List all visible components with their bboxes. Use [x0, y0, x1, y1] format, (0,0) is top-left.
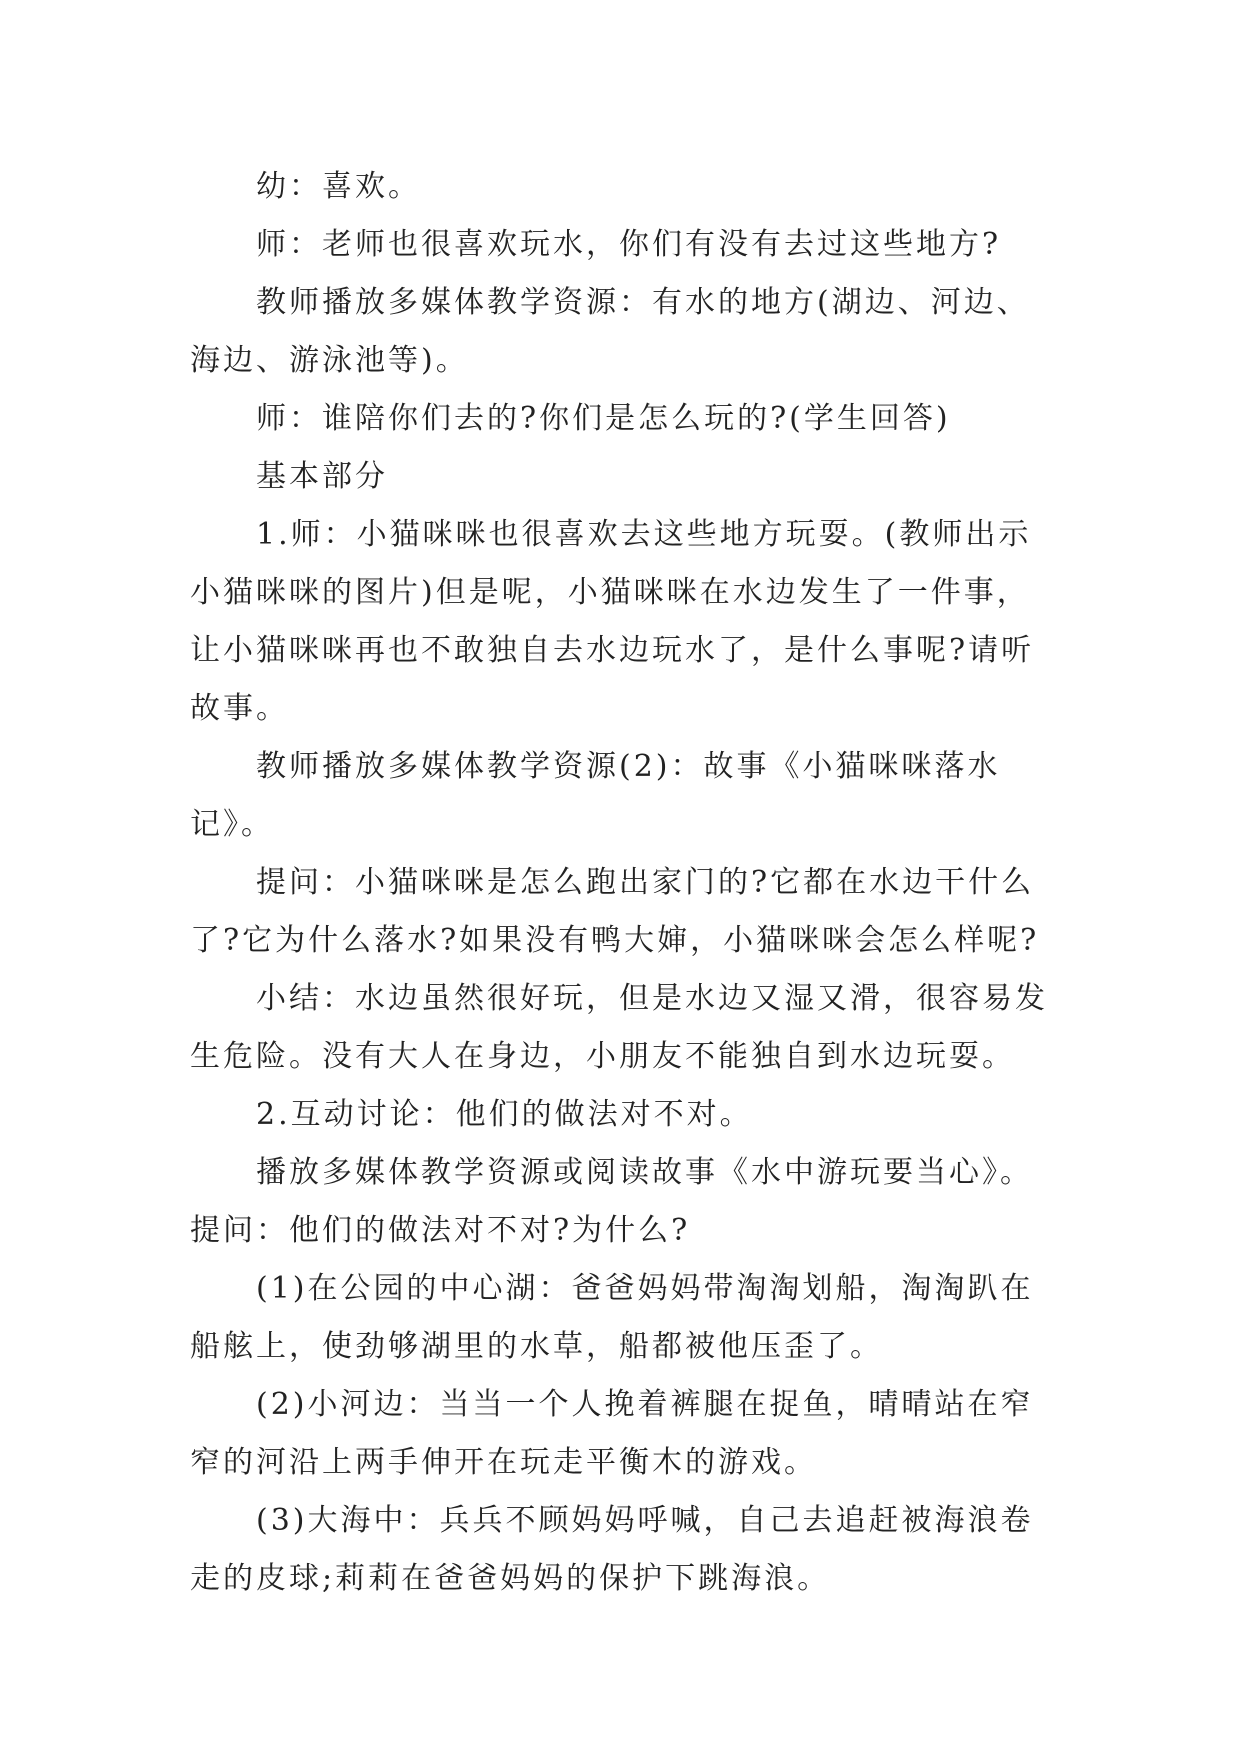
paragraph: 幼：喜欢。 — [256, 169, 421, 204]
paragraph: (1)在公园的中心湖：爸爸妈妈带淘淘划船，淘淘趴在船舷上，使劲够湖里的水草，船都被他压歪了。 — [190, 1271, 1034, 1364]
paragraph: 提问：他们的做法对不对?为什么? — [190, 1213, 691, 1248]
paragraph: 提问：小猫咪咪是怎么跑出家门的?它都在水边干什么了?它为什么落水?如果没有鸭大婶，小猫咪咪会怎么样呢? — [190, 865, 1040, 958]
paragraph: 师：谁陪你们去的?你们是怎么玩的?(学生回答) — [256, 401, 951, 436]
paragraph: 2.互动讨论：他们的做法对不对。 — [256, 1097, 753, 1132]
section-heading: 基本部分 — [256, 459, 388, 494]
document-body — [190, 158, 1060, 1608]
paragraph: 师：老师也很喜欢玩水，你们有没有去过这些地方? — [256, 227, 1002, 262]
paragraph: 小结：水边虽然很好玩，但是水边又湿又滑，很容易发生危险。没有大人在身边，小朋友不能独自到水边玩耍。 — [190, 981, 1048, 1074]
paragraph: 1.师：小猫咪咪也很喜欢去这些地方玩耍。(教师出示小猫咪咪的图片)但是呢，小猫咪咪在水边发生了一件事，让小猫咪咪再也不敢独自去水边玩水了，是什么事呢?请听故事。 — [190, 517, 1035, 726]
paragraph: 教师播放多媒体教学资源：有水的地方(湖边、河边、海边、游泳池等)。 — [190, 285, 1030, 378]
paragraph: 教师播放多媒体教学资源(2)：故事《小猫咪咪落水记》。 — [190, 749, 1001, 842]
paragraph: 播放多媒体教学资源或阅读故事《水中游玩要当心》。 — [256, 1155, 1033, 1190]
paragraph: (2)小河边：当当一个人挽着裤腿在捉鱼，晴晴站在窄窄的河沿上两手伸开在玩走平衡木的游戏。 — [190, 1387, 1034, 1480]
paragraph: (3)大海中：兵兵不顾妈妈呼喊，自己去追赶被海浪卷走的皮球;莉莉在爸爸妈妈的保护下跳海浪。 — [190, 1503, 1034, 1596]
